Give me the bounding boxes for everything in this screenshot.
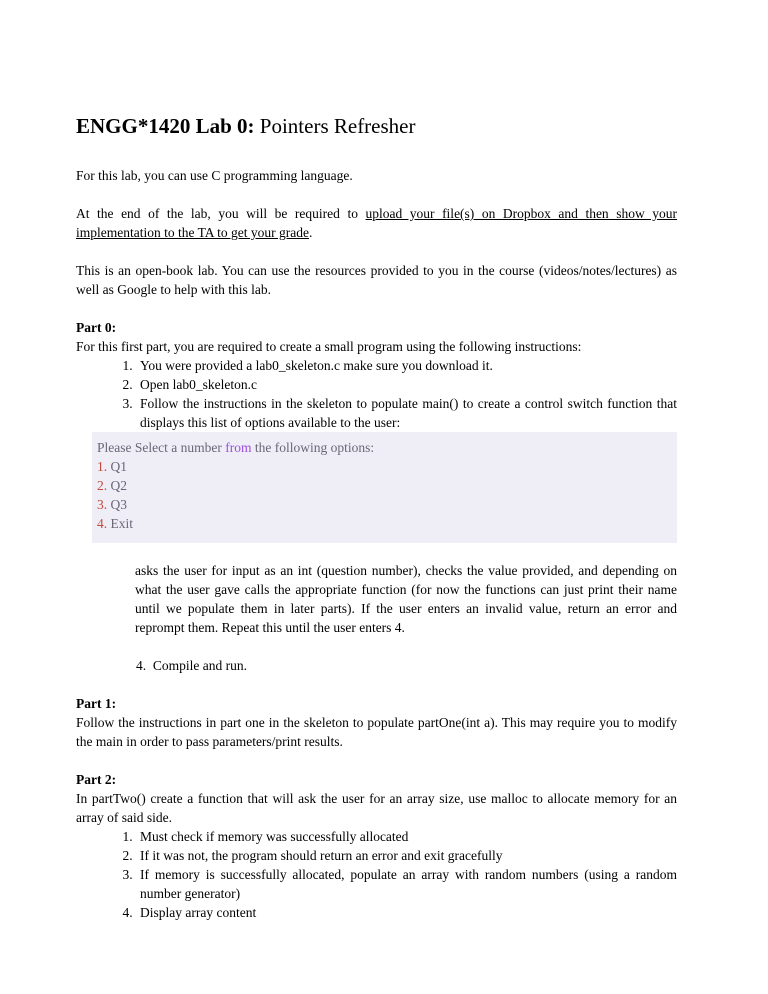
part2-heading: Part 2: [76,772,117,787]
intro-paragraph-3: This is an open-book lab. You can use the resources provided to you in the course (videos/notes/lectures) as well as Google to help with this lab. [76,263,677,297]
intro-p2-underlined: upload your file(s) on Dropbox and then show your implementation to the TA to get your grade [76,206,678,240]
intro-p2-before: At the end of the lab, you will be required to [76,206,366,221]
part0-step-1: 1. You were provided a lab0_skeleton.c make sure you download it. [136,356,677,375]
part2-step-4: 4. Display array content [136,903,677,922]
option-number: 2. [97,478,108,493]
title-bold: ENGG*1420 Lab 0: [76,114,255,138]
part2-steps [76,827,677,922]
code-line-prompt [97,438,671,457]
option-label: Q1 [107,459,127,474]
part1-text: Follow the instructions in part one in the skeleton to populate partOne(int a). This may require you to modify the main in order to pass parameters/print results. [76,715,677,749]
part2-intro: In partTwo() create a function that will ask the user for an array size, use malloc to allocate memory for an array of said side. [76,791,677,825]
part2-step-1: 1. Must check if memory was successfully allocated [136,827,677,846]
part0-steps [76,356,677,432]
page-title [76,112,677,140]
option-label: Exit [107,516,133,531]
option-label: Q3 [107,497,127,512]
part0-step-3-continuation: asks the user for input as an int (question number), checks the value provided, and depending on what the user gave calls the appropriate function (for now the functions can just print their name until we populate them in later parts). If the user enters an invalid value, return an error and reprompt them. Repeat this until the user enters 4. [135,563,677,635]
part2-step-3: 3. If memory is successfully allocated, populate an array with random numbers (using a random number generator) [136,865,677,903]
step-4-text: Compile and run. [152,658,247,673]
code-prompt-text: Please Select a number [97,440,226,455]
code-prompt-text-end: the following options: [251,440,375,455]
option-label: Q2 [107,478,127,493]
title-normal: Pointers Refresher [254,114,416,138]
code-snippet [92,432,677,543]
part1-heading: Part 1: [76,696,117,711]
code-line-option-2 [97,476,671,495]
code-keyword: from [225,440,252,455]
part0-step-2: 2. Open lab0_skeleton.c [136,375,677,394]
code-line-option-1 [97,457,671,476]
option-number: 1. [97,459,108,474]
code-line-option-4 [97,514,671,533]
step-4-number: 4. [136,658,147,673]
intro-paragraph-1: For this lab, you can use C programming language. [76,168,353,183]
part2-step-2: 2. If it was not, the program should return an error and exit gracefully [136,846,677,865]
part0-intro: For this first part, you are required to create a small program using the following instructions: [76,339,582,354]
code-line-option-3 [97,495,671,514]
intro-p2-after: . [309,225,313,240]
part0-step-3: 3. Follow the instructions in the skeleton to populate main() to create a control switch function that displays this list of options available to the user: [136,394,677,432]
option-number: 3. [97,497,108,512]
option-number: 4. [97,516,108,531]
part0-heading: Part 0: [76,320,117,335]
intro-paragraph-2 [76,204,677,242]
part0-step-4 [76,656,677,675]
